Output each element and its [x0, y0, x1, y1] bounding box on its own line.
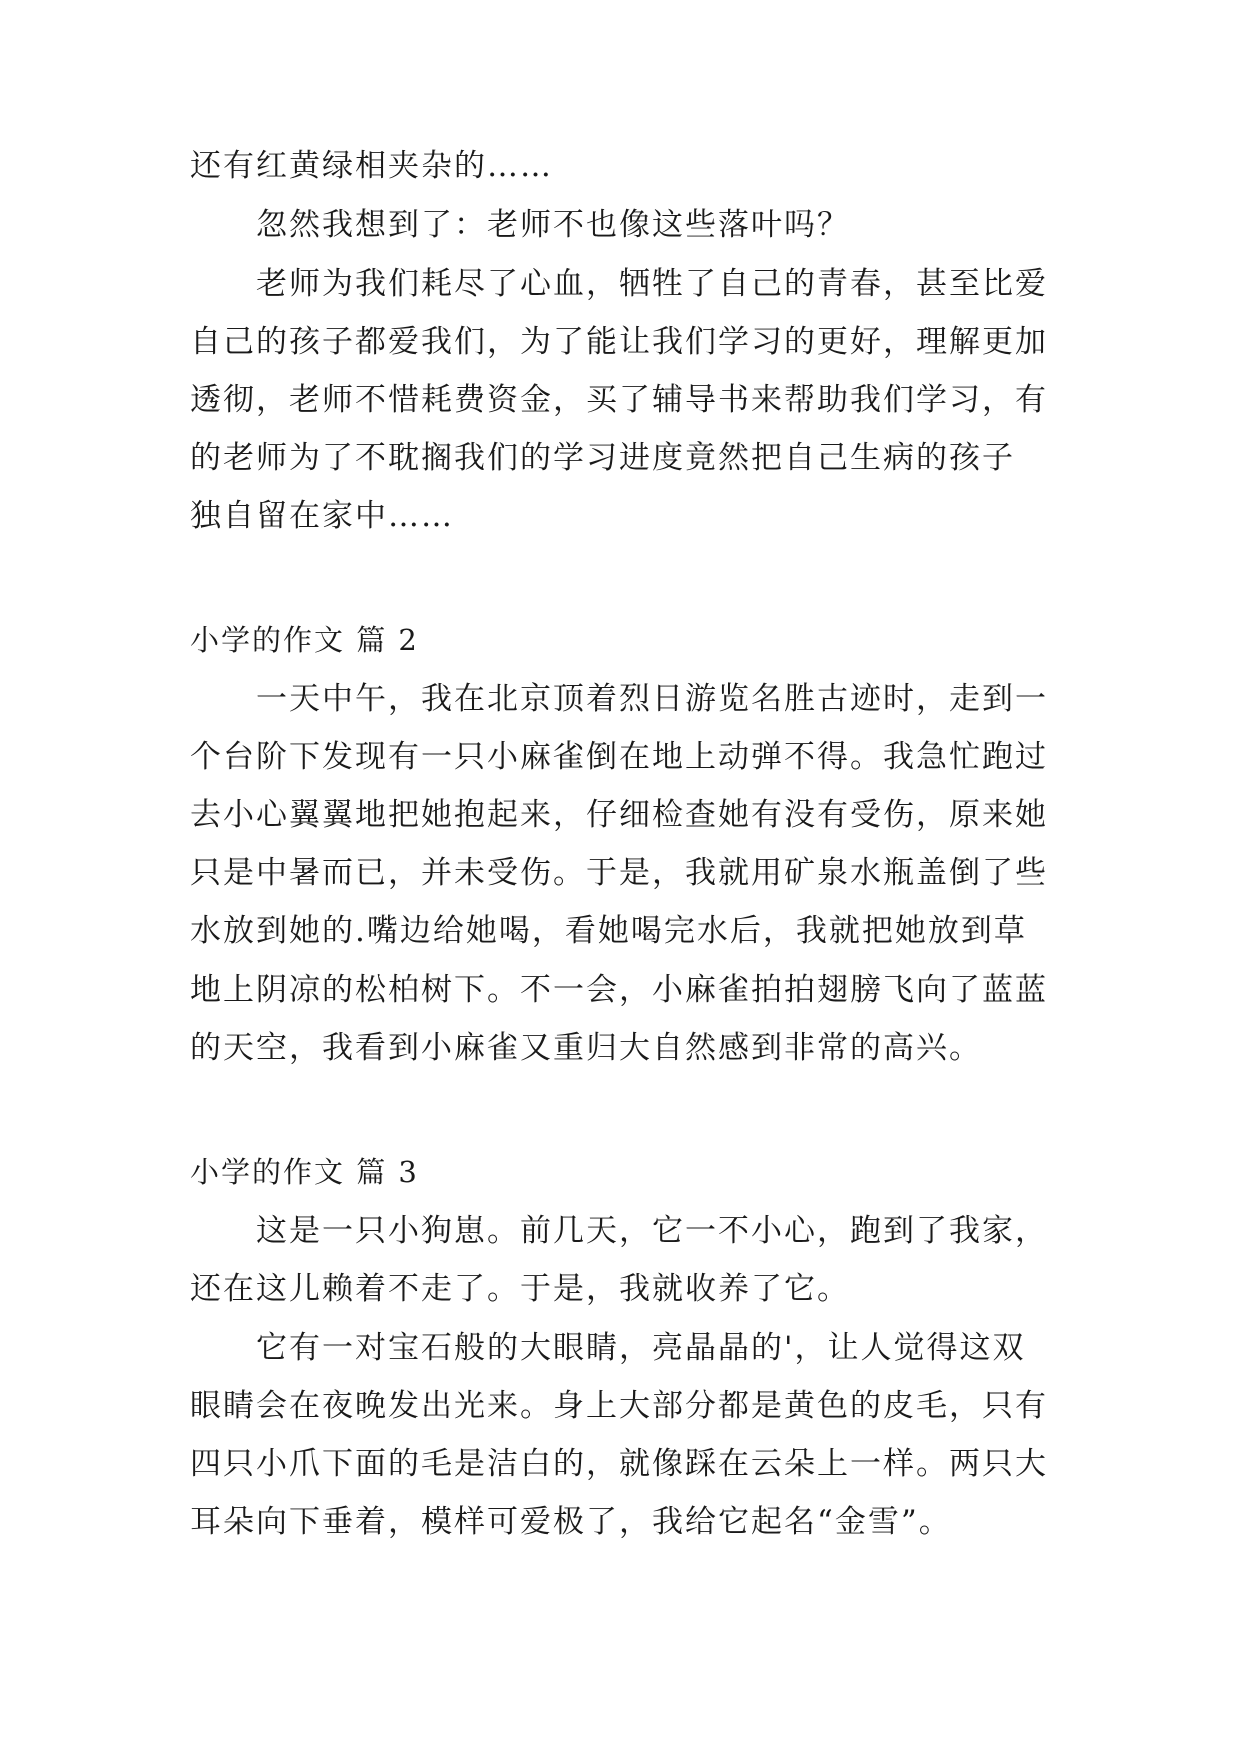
text-line: 耳朵向下垂着，模样可爱极了，我给它起名“金雪”。 [190, 1504, 952, 1540]
text-line: 只是中暑而已，并未受伤。于是，我就用矿泉水瓶盖倒了些 [190, 855, 1048, 891]
section-heading: 小学的作文 篇 2 [190, 623, 419, 657]
text-line: 四只小爪下面的毛是洁白的，就像踩在云朵上一样。两只大 [190, 1446, 1048, 1482]
text-line: 的天空，我看到小麻雀又重归大自然感到非常的高兴。 [190, 1030, 982, 1066]
text-line: 忽然我想到了：老师不也像这些落叶吗？ [256, 207, 850, 243]
text-line: 自己的孩子都爱我们，为了能让我们学习的更好，理解更加 [190, 324, 1048, 360]
text-line: 一天中午，我在北京顶着烈日游览名胜古迹时，走到一 [256, 681, 1048, 717]
text-line: 老师为我们耗尽了心血，牺牲了自己的青春，甚至比爱 [256, 266, 1048, 302]
text-line: 它有一对宝石般的大眼睛，亮晶晶的'，让人觉得这双 [256, 1330, 1026, 1366]
text-line: 透彻，老师不惜耗费资金，买了辅导书来帮助我们学习，有 [190, 382, 1048, 418]
text-line: 还在这儿赖着不走了。于是，我就收养了它。 [190, 1271, 850, 1307]
section-heading: 小学的作文 篇 3 [190, 1155, 419, 1189]
text-line: 的老师为了不耽搁我们的学习进度竟然把自己生病的孩子 [190, 440, 1015, 476]
text-line: 去小心翼翼地把她抱起来，仔细检查她有没有受伤，原来她 [190, 797, 1048, 833]
text-line: 地上阴凉的松柏树下。不一会，小麻雀拍拍翅膀飞向了蓝蓝 [190, 972, 1048, 1008]
text-line: 眼睛会在夜晚发出光来。身上大部分都是黄色的皮毛，只有 [190, 1388, 1048, 1424]
text-line: 水放到她的.嘴边给她喝，看她喝完水后，我就把她放到草 [190, 913, 1027, 949]
text-line: 独自留在家中…… [190, 498, 454, 534]
text-line: 还有红黄绿相夹杂的…… [190, 148, 553, 184]
text-line: 这是一只小狗崽。前几天，它一不小心，跑到了我家， [256, 1213, 1048, 1249]
text-line: 个台阶下发现有一只小麻雀倒在地上动弹不得。我急忙跑过 [190, 739, 1048, 775]
